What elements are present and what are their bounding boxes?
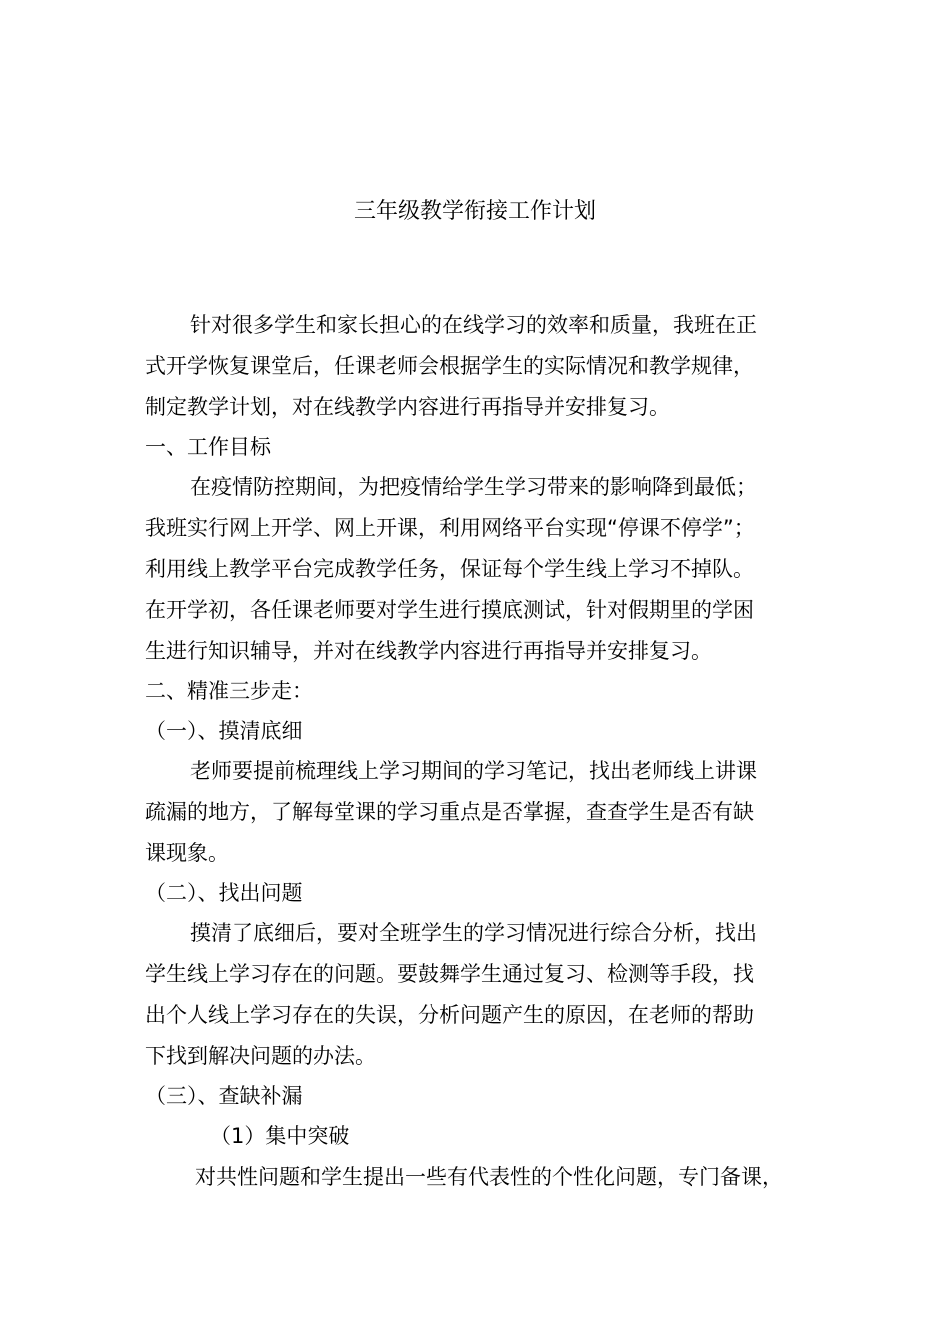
paragraph-line: 课现象。 <box>145 841 229 865</box>
paragraph-line: 老师要提前梳理线上学习期间的学习笔记，找出老师线上讲课 <box>190 759 757 783</box>
subsection-heading: （三）、查缺补漏 <box>145 1084 303 1108</box>
subsection-heading: （二）、找出问题 <box>145 881 303 905</box>
paragraph-line: 利用线上教学平台完成教学任务，保证每个学生线上学习不掉队。 <box>145 557 754 581</box>
section-heading: 二、精准三步走： <box>145 679 313 703</box>
section-heading: 一、工作目标 <box>145 435 271 459</box>
paragraph-line: 式开学恢复课堂后，任课老师会根据学生的实际情况和教学规律， <box>145 354 754 378</box>
paragraph-line: 摸清了底细后，要对全班学生的学习情况进行综合分析，找出 <box>190 921 757 945</box>
paragraph-line: 对共性问题和学生提出一些有代表性的个性化问题，专门备课， <box>195 1165 783 1189</box>
paragraph-line: 制定教学计划，对在线教学内容进行再指导并安排复习。 <box>145 395 670 419</box>
paragraph-line: 生进行知识辅导，并对在线教学内容进行再指导并安排复习。 <box>145 639 712 663</box>
document-title: 三年级教学衔接工作计划 <box>353 199 596 224</box>
paragraph-line: 疏漏的地方，了解每堂课的学习重点是否掌握，查查学生是否有缺 <box>145 800 754 824</box>
paragraph-line: 下找到解决问题的办法。 <box>145 1044 376 1068</box>
item-heading: （1）集中突破 <box>210 1124 350 1148</box>
paragraph-line: 在开学初，各任课老师要对学生进行摸底测试，针对假期里的学困 <box>145 598 754 622</box>
paragraph-line: 针对很多学生和家长担心的在线学习的效率和质量，我班在正 <box>190 313 757 337</box>
paragraph-line: 出个人线上学习存在的失误，分析问题产生的原因，在老师的帮助 <box>145 1003 754 1027</box>
paragraph-line: 在疫情防控期间，为把疫情给学生学习带来的影响降到最低； <box>190 475 757 499</box>
subsection-heading: （一）、摸清底细 <box>145 719 303 743</box>
paragraph-line: 学生线上学习存在的问题。要鼓舞学生通过复习、检测等手段，找 <box>145 962 754 986</box>
paragraph-line: 我班实行网上开学、网上开课，利用网络平台实现“停课不停学”； <box>145 516 755 540</box>
